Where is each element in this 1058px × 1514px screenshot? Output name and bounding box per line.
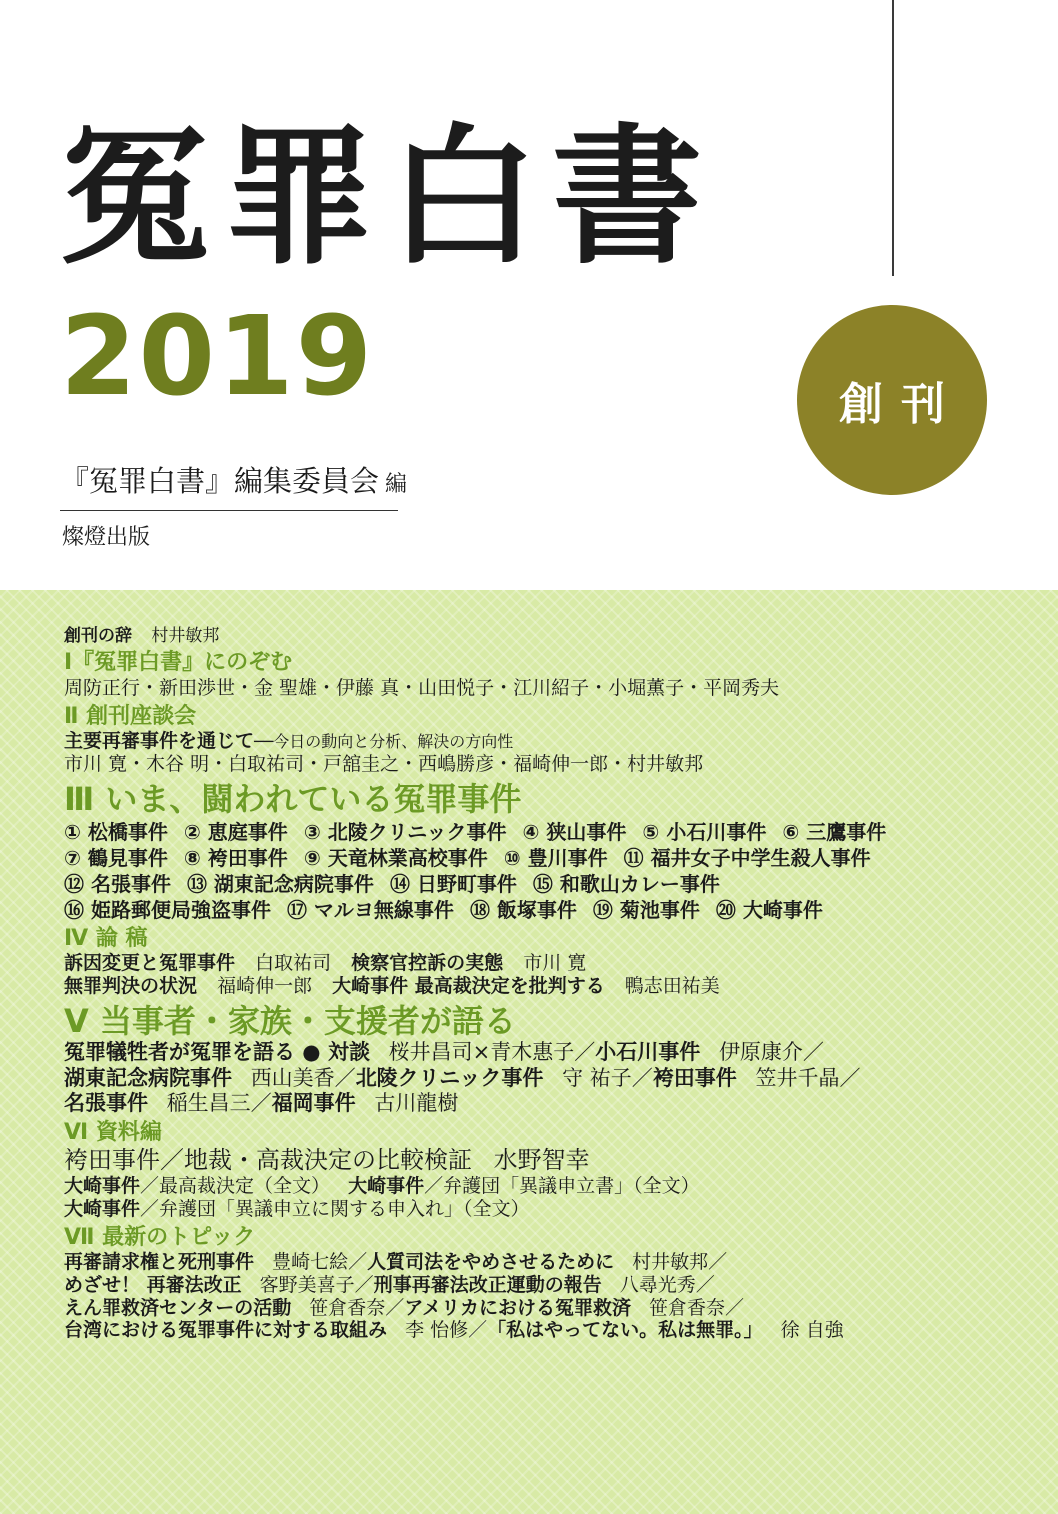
section-1-heading: Ⅰ『冤罪白書』にのぞむ (64, 650, 293, 676)
section-5-line-3 (64, 1091, 1024, 1116)
article-title: めざせ！ 再審法改正 (64, 1273, 242, 1296)
article-author: 古川龍樹 (374, 1090, 459, 1115)
article-author: 村井敏邦／ (632, 1251, 728, 1274)
section-7-line-2 (64, 1274, 1024, 1297)
section-1-authors: 周防正行・新田渉世・金 聖雄・伊藤 真・山田悦子・江川紹子・小堀薫子・平岡秀夫 (64, 676, 780, 699)
section-7-heading: Ⅶ 最新のトピック (64, 1224, 256, 1250)
case-item: ③ 北陵クリニック事件 (303, 819, 507, 844)
section-2-heading: Ⅱ 創刊座談会 (64, 703, 197, 729)
article-desc: ／最高裁決定（全文） (140, 1175, 331, 1198)
article-desc: ／地裁・高裁決定の比較検証 (160, 1146, 472, 1175)
article-title: 袴田事件 (652, 1065, 737, 1090)
section-4-heading: Ⅳ 論 稿 (64, 925, 148, 951)
article-desc: ／弁護団「異議申立に関する申入れ」（全文） (140, 1197, 530, 1220)
editor-name: 『冤罪白書』編集委員会 (60, 464, 380, 498)
section-6-line-2 (64, 1175, 1024, 1198)
case-item: ⑯ 姫路郵便局強盗事件 (64, 897, 271, 922)
article-title: 刑事再審法改正運動の報告 (373, 1273, 602, 1296)
article-author: 伊原康介／ (718, 1040, 824, 1065)
section-3-heading: Ⅲ いま、闘われている冤罪事件 (64, 779, 522, 818)
article-title: 「私はやってない。私は無罪。」 (487, 1319, 763, 1342)
case-item: ⑧ 袴田事件 (183, 845, 288, 870)
first-issue-badge: 創刊 (797, 305, 987, 495)
article-title: 大崎事件 (348, 1175, 425, 1198)
case-item: ⑪ 福井女子中学生殺人事件 (623, 845, 871, 870)
article-author: 笹倉香奈／ (649, 1296, 745, 1319)
article-author: 西山美香／ (250, 1065, 356, 1090)
section-5-line-2 (64, 1066, 1024, 1091)
article-title: 小石川事件 (595, 1040, 701, 1065)
section-6-line-3 (64, 1198, 1024, 1221)
foreword-title: 創刊の辞 (64, 626, 132, 646)
article-author: 李 怡修／ (405, 1319, 488, 1342)
article-author: 稲生昌三／ (166, 1090, 272, 1115)
section-7-line-4 (64, 1319, 1024, 1342)
contents-panel (0, 590, 1058, 1514)
article-title: 大崎事件 最高裁決定を批判する (332, 975, 605, 998)
table-of-contents (64, 626, 1024, 1342)
article-author: 八尋光秀／ (619, 1273, 715, 1296)
article-author: 徐 自強 (780, 1319, 844, 1342)
article-title: えん罪救済センターの活動 (64, 1296, 292, 1319)
article-author: 豊崎七絵／ (272, 1251, 368, 1274)
book-year: 2019 (60, 292, 375, 420)
section-6-line-1 (64, 1146, 1024, 1175)
article-author: 市川 寛 (523, 952, 587, 975)
editor-suffix: 編 (385, 472, 408, 497)
section-7-line-1 (64, 1251, 1024, 1274)
case-item: ⑫ 名張事件 (64, 871, 171, 896)
case-item: ⑰ マルヨ無線事件 (286, 897, 454, 922)
book-title: 冤罪白書 (60, 111, 717, 285)
article-author: 白取祐司 (255, 952, 332, 975)
section-5-line-1 (64, 1040, 1024, 1065)
article-title: 台湾における冤罪事件に対する取組み (64, 1319, 388, 1342)
article-title: 北陵クリニック事件 (355, 1065, 544, 1090)
publisher: 燦燈出版 (62, 525, 151, 550)
article-title: 名張事件 (64, 1090, 148, 1115)
case-row (64, 872, 1024, 896)
article-author: 水野智幸 (493, 1146, 590, 1175)
article-title: 大崎事件 (64, 1197, 141, 1220)
case-item: ⑬ 湖東記念病院事件 (186, 871, 374, 896)
case-item: ⑤ 小石川事件 (642, 819, 767, 844)
vertical-rule (892, 0, 894, 276)
article-author: 守 祐子／ (562, 1065, 653, 1090)
case-row (64, 820, 1024, 844)
article-title: アメリカにおける冤罪救済 (404, 1296, 631, 1319)
case-item: ⑦ 鶴見事件 (64, 845, 168, 870)
article-title: 無罪判決の状況 (64, 975, 198, 998)
article-author: 鴨志田祐美 (624, 975, 720, 998)
foreword (64, 626, 1024, 646)
article-author: 桜井昌司×青木惠子／ (388, 1040, 596, 1065)
article-title: 袴田事件 (64, 1146, 160, 1175)
case-item: ④ 狭山事件 (522, 819, 627, 844)
section-4-line-1 (64, 952, 1024, 975)
section-2-title-line (64, 730, 1024, 753)
case-row (64, 898, 1024, 922)
article-title: 人質司法をやめさせるために (367, 1251, 615, 1274)
article-title: 湖東記念病院事件 (64, 1065, 232, 1090)
section-7-line-3 (64, 1297, 1024, 1320)
article-title: 冤罪犠牲者が冤罪を語る ● 対談 (64, 1040, 370, 1065)
article-author: 客野美喜子／ (259, 1273, 374, 1296)
cover-top (0, 0, 1058, 590)
case-item: ⑱ 飯塚事件 (469, 897, 577, 922)
article-desc: ／弁護団「異議申立書」（全文） (424, 1175, 700, 1198)
article-title: 訴因変更と冤罪事件 (64, 952, 236, 975)
case-item: ② 恵庭事件 (183, 819, 288, 844)
case-item: ⑨ 天竜林業高校事件 (303, 845, 488, 870)
case-item: ① 松橋事件 (64, 819, 168, 844)
case-item: ⑭ 日野町事件 (389, 871, 517, 896)
article-title: 検察官控訴の実態 (351, 952, 504, 975)
section-3-cases (64, 820, 1024, 922)
section-2-subtitle: ──今日の動向と分析、解決の方向性 (254, 731, 514, 751)
article-title: 再審請求権と死刑事件 (64, 1251, 255, 1274)
article-title: 大崎事件 (64, 1175, 141, 1198)
article-title: 福岡事件 (271, 1090, 356, 1115)
section-5-heading: Ⅴ 当事者・家族・支援者が語る (64, 1001, 516, 1040)
case-item: ⑳ 大崎事件 (715, 897, 823, 922)
section-6-heading: Ⅵ 資料編 (64, 1119, 162, 1145)
article-author: 福崎伸一郎 (217, 975, 313, 998)
case-item: ⑩ 豊川事件 (503, 845, 608, 870)
editor-line (60, 462, 408, 511)
case-item: ⑮ 和歌山カレー事件 (532, 871, 720, 896)
case-item: ⑲ 菊池事件 (592, 897, 700, 922)
article-author: 笠井千晶／ (755, 1065, 861, 1090)
section-2-authors: 市川 寛・木谷 明・白取祐司・戸舘圭之・西嶋勝彦・福崎伸一郎・村井敏邦 (64, 752, 704, 775)
case-item: ⑥ 三鷹事件 (782, 819, 887, 844)
foreword-author: 村井敏邦 (151, 626, 220, 646)
section-4-line-2 (64, 975, 1024, 998)
case-row (64, 846, 1024, 870)
section-2-title: 主要再審事件を通じて (64, 729, 255, 752)
article-author: 笹倉香奈／ (309, 1296, 405, 1319)
